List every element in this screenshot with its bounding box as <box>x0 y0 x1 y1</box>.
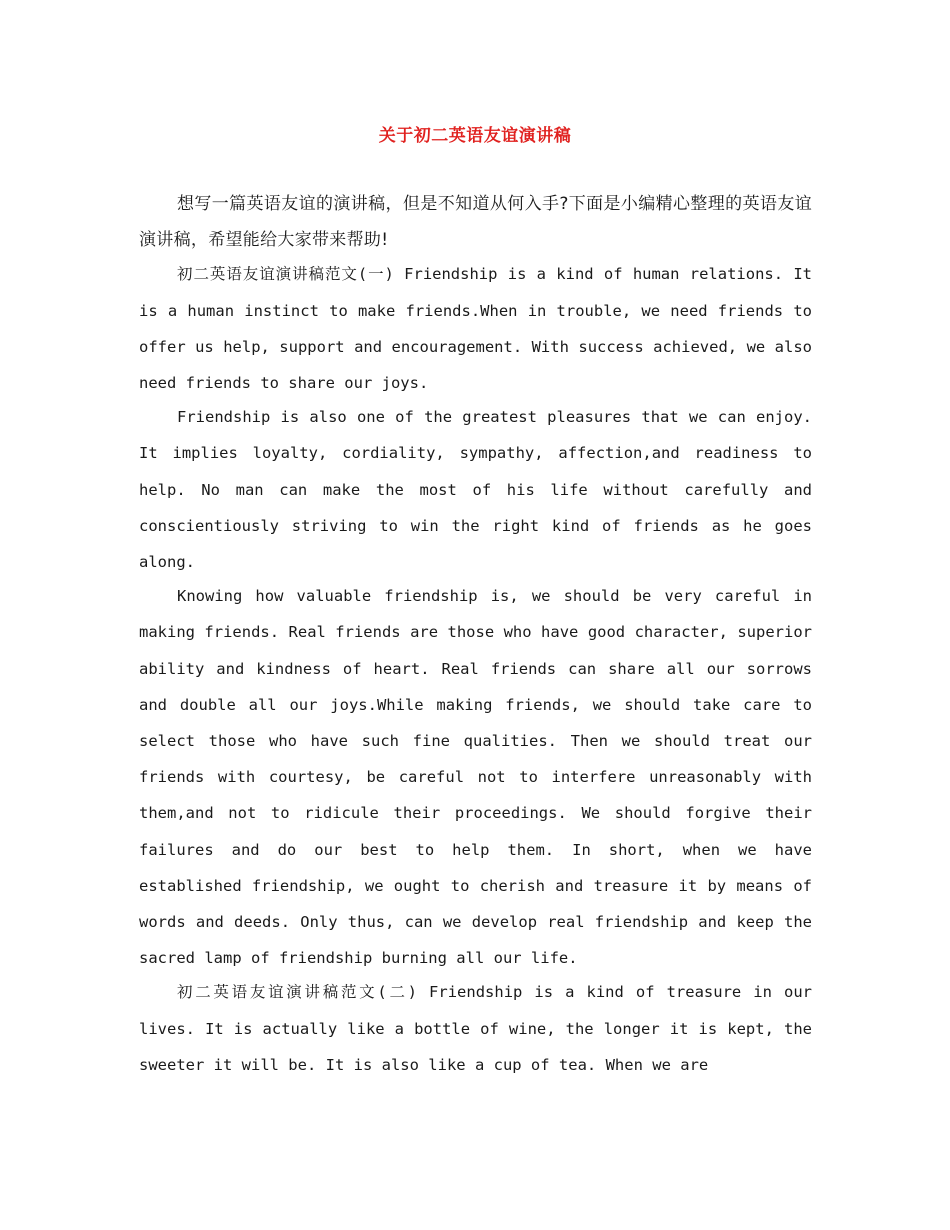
document-body <box>139 186 812 1083</box>
speech-one-paragraph-1: 初二英语友谊演讲稿范文(一) Friendship is a kind of human relations. It is a human instinct to make friends.When in trouble, we need friends to offer us help, support and encouragement. With success achieved, we also need friends to share our joys. <box>139 265 812 393</box>
speech-one-paragraph-3: Knowing how valuable friendship is, we should be very careful in making friends. Real friends are those who have good character, superior ability and kindness of heart. Real friends can share all our sorrows and double all our joys.While making friends, we should take care to select those who have such fine qualities. Then we should treat our friends with courtesy, be careful not to interfere unreasonably with them,and not to ridicule their proceedings. We should forgive their failures and do our best to help them. In short, when we have established friendship, we ought to cherish and treasure it by means of words and deeds. Only thus, can we develop real friendship and keep the sacred lamp of friendship burning all our life. <box>139 587 812 968</box>
intro-paragraph: 想写一篇英语友谊的演讲稿，但是不知道从何入手?下面是小编精心整理的英语友谊演讲稿，希望能给大家带来帮助! <box>139 194 812 251</box>
document-title: 关于初二英语友谊演讲稿 <box>378 126 572 146</box>
speech-one-paragraph-2: Friendship is also one of the greatest pleasures that we can enjoy. It implies loyalty, cordiality, sympathy, affection,and readiness to help. No man can make the most of his life without carefully and conscientiously striving to win the right kind of friends as he goes along. <box>139 408 812 572</box>
speech-two-paragraph-1: 初二英语友谊演讲稿范文(二) Friendship is a kind of treasure in our lives. It is actually like a bottle of wine, the longer it is kept, the sweeter it will be. It is also like a cup of tea. When we are <box>139 983 812 1074</box>
